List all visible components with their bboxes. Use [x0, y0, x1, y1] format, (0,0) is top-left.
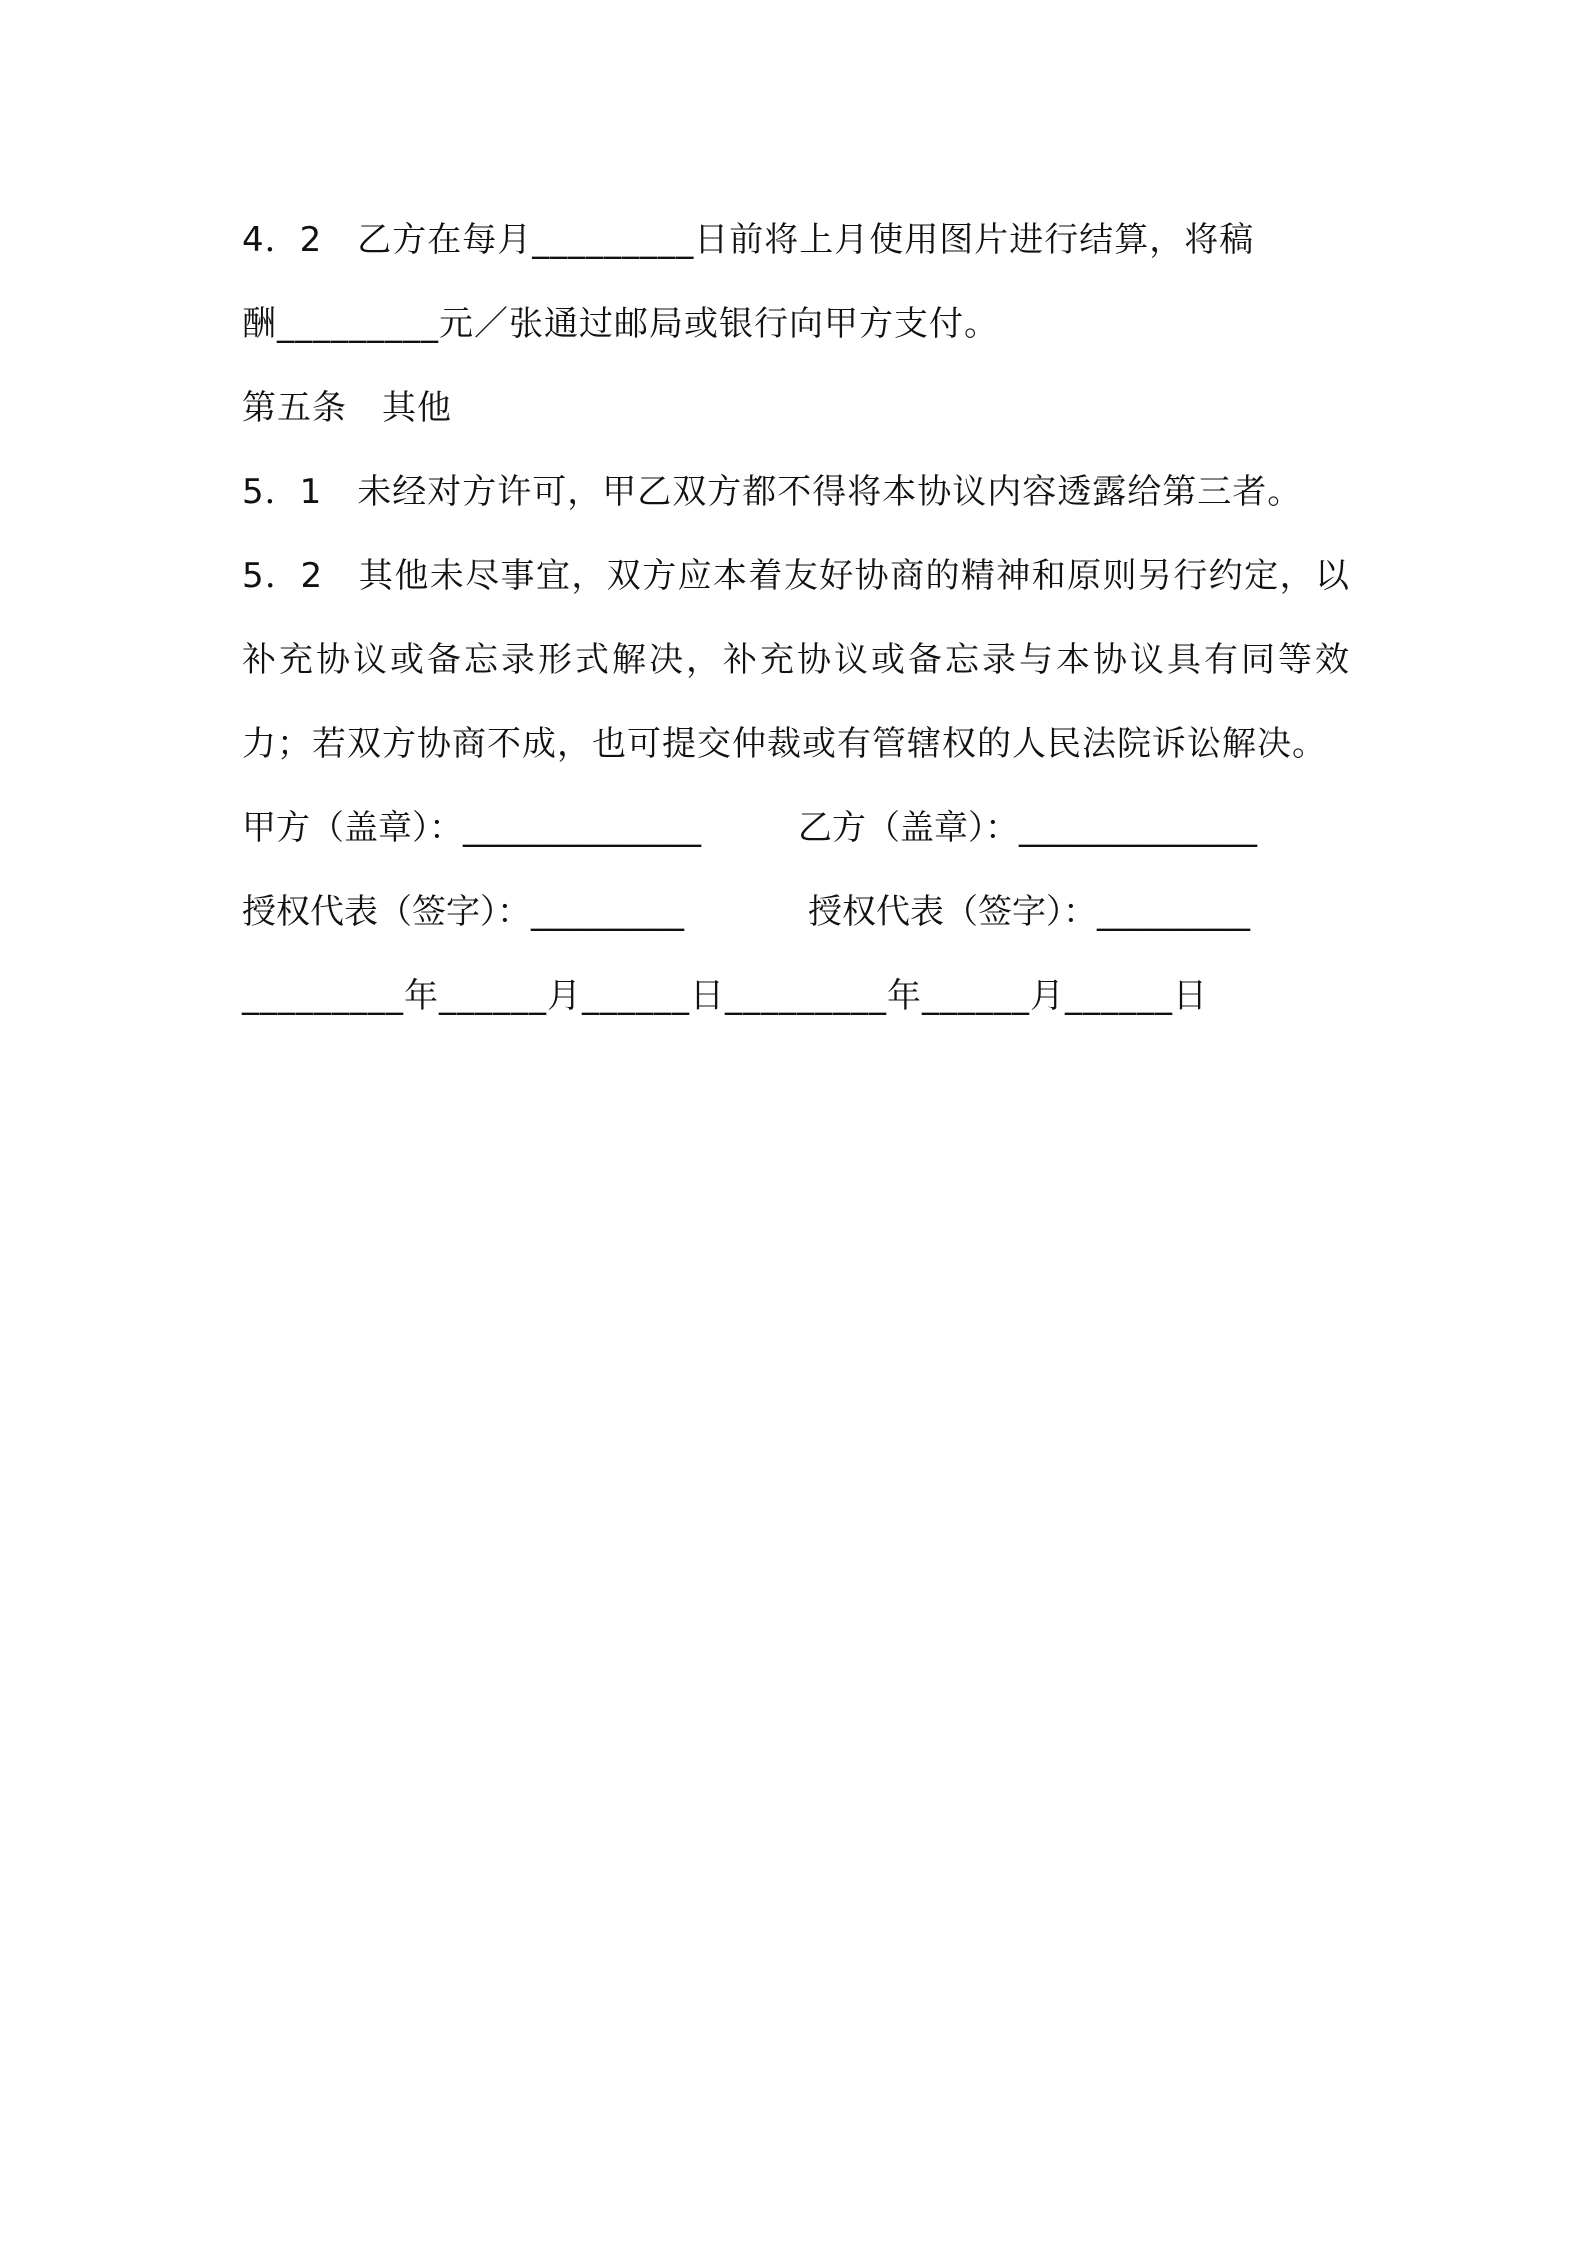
clause-4-2-line-2: 酬_________元／张通过邮局或银行向甲方支付。 — [242, 304, 999, 344]
clause-4-2-line-1: 4．2 乙方在每月_________日前将上月使用图片进行结算，将稿 — [242, 220, 1255, 260]
clause-5-1: 5．1 未经对方许可，甲乙双方都不得将本协议内容透露给第三者。 — [242, 472, 1303, 512]
document-content — [242, 198, 1350, 1038]
party-a-seal: 甲方（盖章）：______________ — [242, 808, 701, 848]
seal-row — [242, 786, 1350, 870]
party-a-representative: 授权代表（签字）：_________ — [242, 892, 684, 932]
article-5-title: 第五条 其他 — [242, 388, 452, 428]
party-b-representative: 授权代表（签字）：_________ — [808, 892, 1250, 932]
clause-5-2: 5．2 其他未尽事宜，双方应本着友好协商的精神和原则另行约定，以补充协议或备忘录形式解决，补充协议或备忘录与本协议具有同等效力；若双方协商不成，也可提交仲裁或有管辖权的人民法院诉讼解决。 — [242, 556, 1350, 764]
party-b-seal: 乙方（盖章）：______________ — [798, 808, 1257, 848]
date-line: _________年______月______日_________年______月______日 — [242, 976, 1208, 1016]
representative-row — [242, 870, 1350, 954]
